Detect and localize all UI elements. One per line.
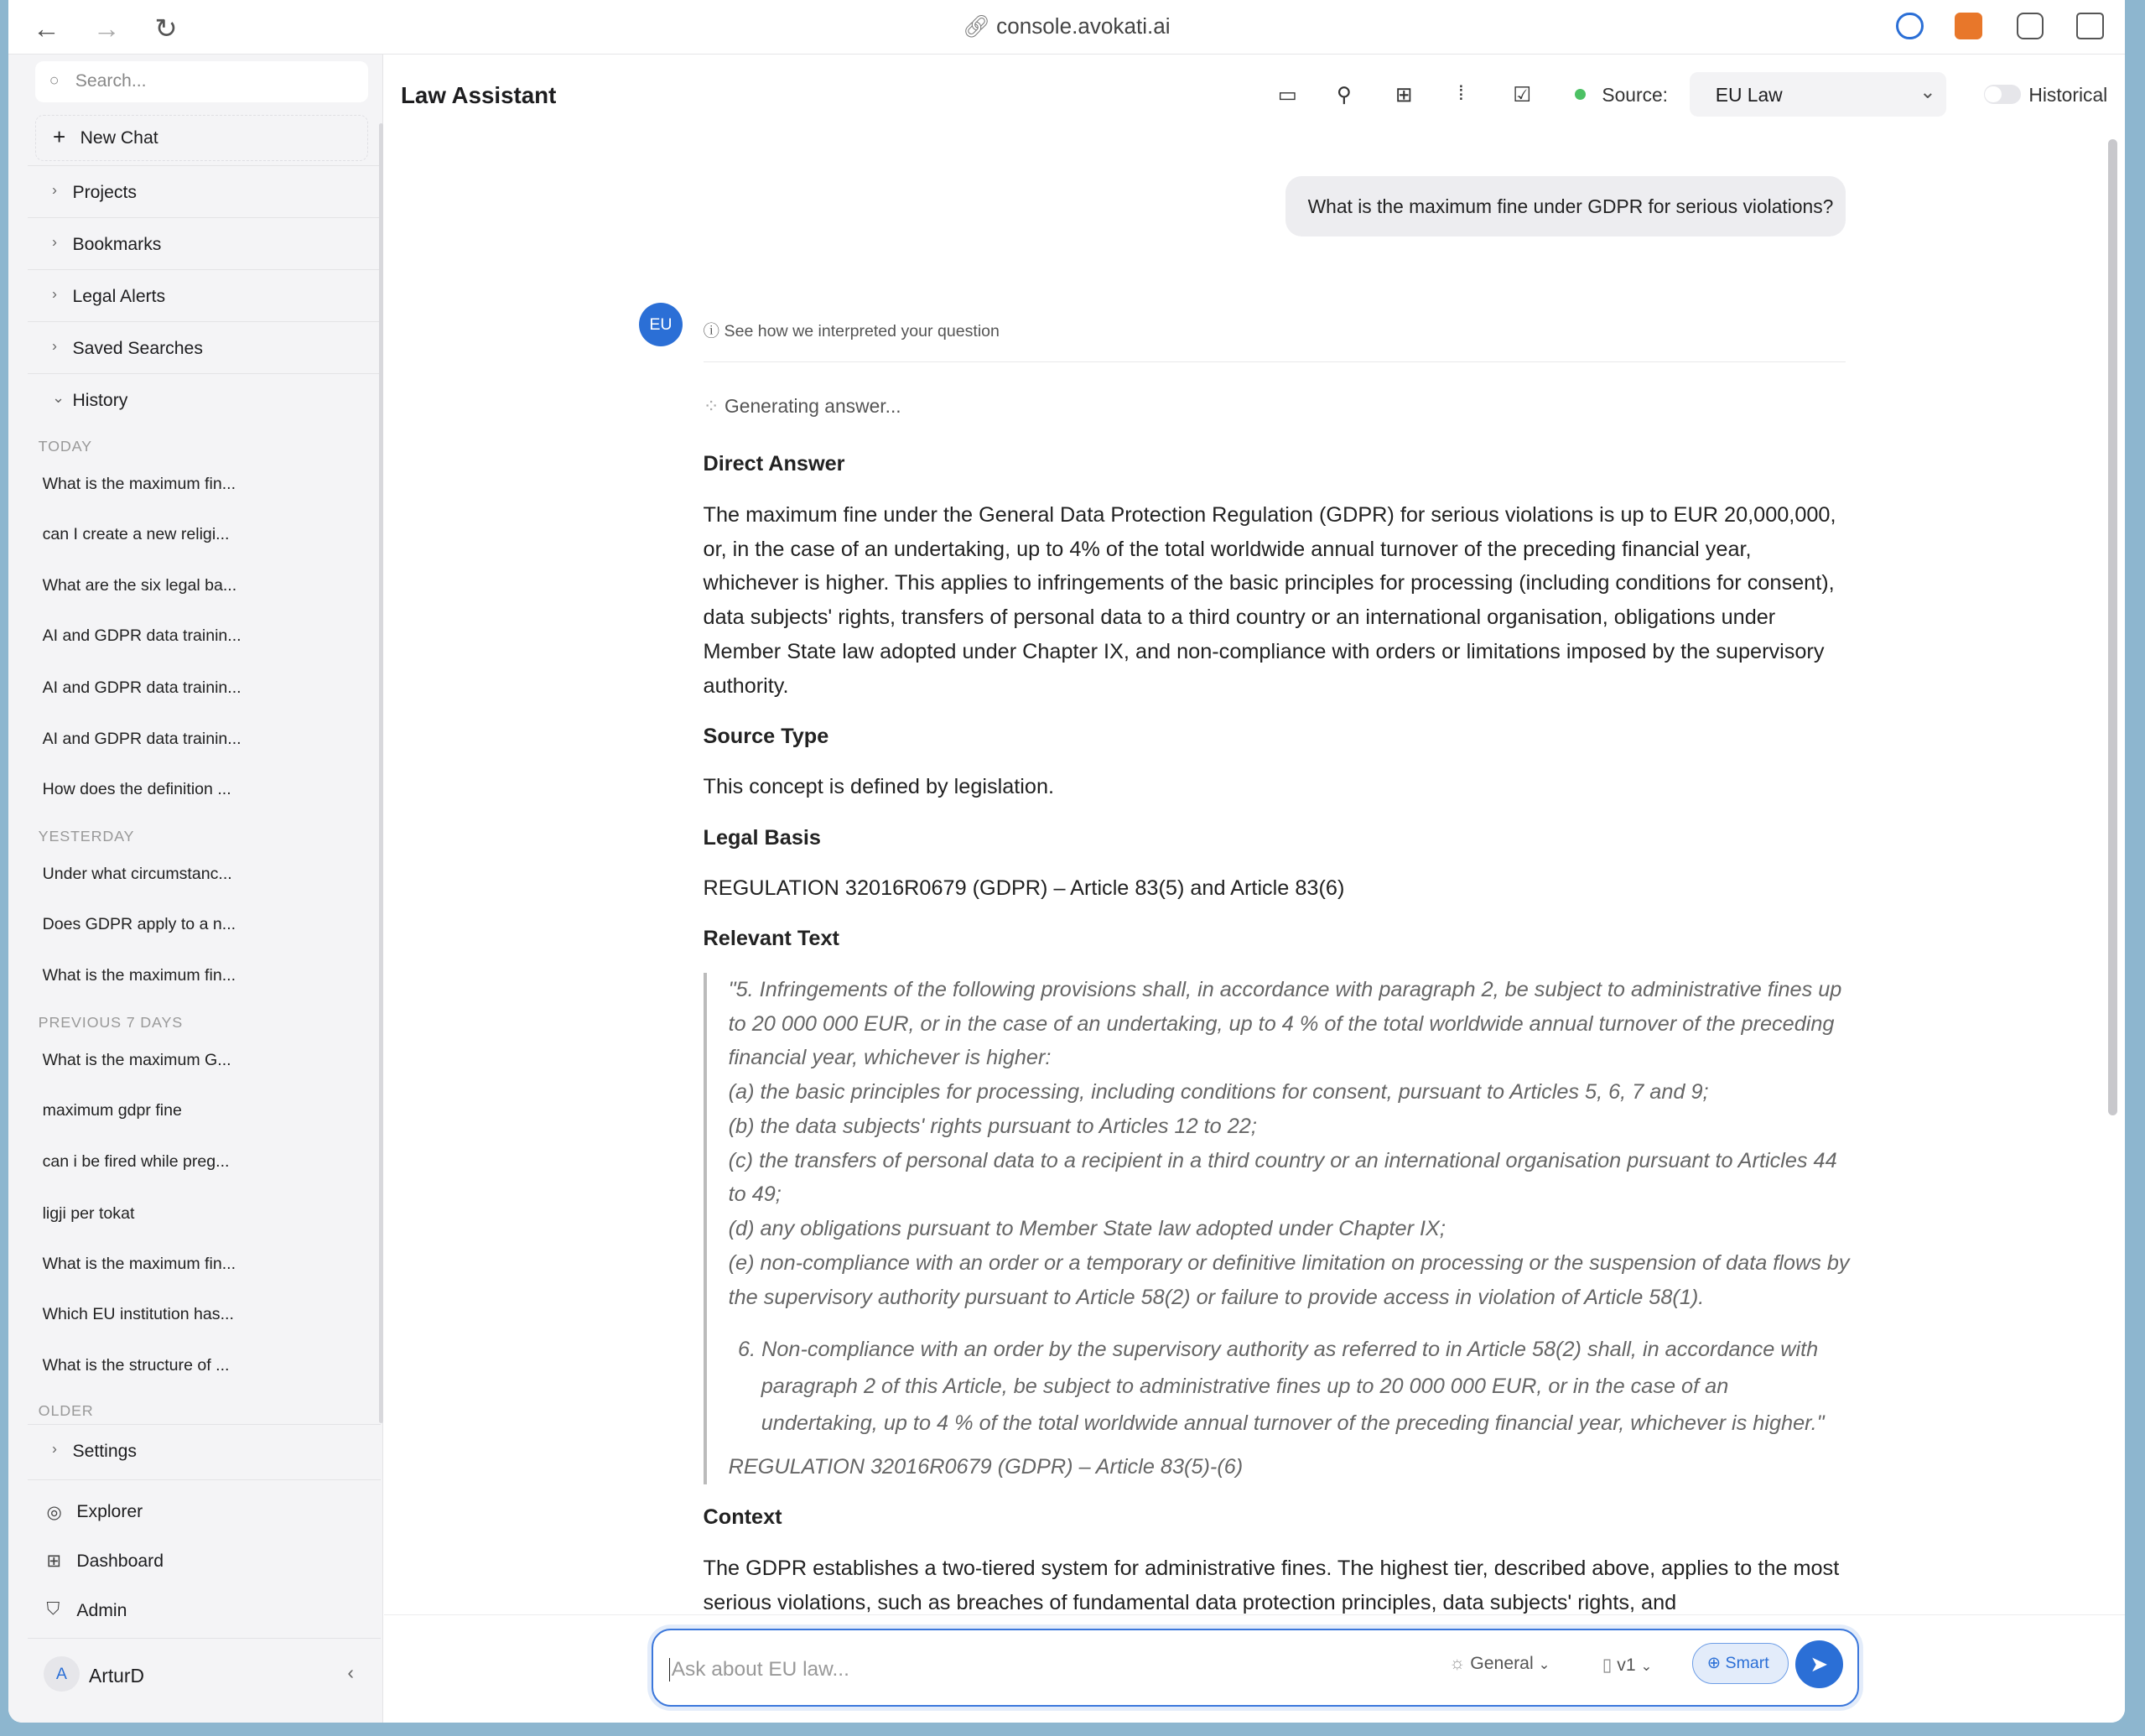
group-previous-7-days: PREVIOUS 7 DAYS [38,1013,184,1031]
generating-status [704,395,901,418]
status-text: Generating answer... [725,395,901,418]
chevron-right-icon: › [51,233,57,251]
relevant-text-quote [704,973,1852,1484]
user-profile[interactable] [28,1638,381,1723]
browser-window [8,0,2125,1723]
quote-line: undertaking, up to 4 % of the total worldwide annual turnover of the preceding financial year, whichever is higher." [761,1411,1825,1436]
history-item[interactable]: Does GDPR apply to a n... [42,915,236,934]
nav-dashboard[interactable] [46,1551,164,1572]
history-item[interactable]: What is the maximum fin... [42,475,236,494]
sidebar-item-bookmarks[interactable] [28,217,381,269]
quote-line: (e) non-compliance with an order or a temporary or definitive limitation on processing or the suspension of data flows by the supervisory authority pursuant to Article 58(2) or failure to provide access in violation of Article 58(1). [728,1251,1850,1309]
sidebar-item-settings[interactable] [28,1424,381,1476]
input-placeholder: Ask about EU law... [669,1658,849,1681]
divider [28,1479,381,1481]
assistant-answer [704,447,1852,1635]
direct-answer-text: The maximum fine under the General Data Protection Regulation (GDPR) for serious violations is up to EUR 20,000,000, or, in the case of an undertaking, up to 4% of the total worldwide annual turnover of the preceding financial year, whichever is higher. This applies to infringements of the basic principles for processing (including conditions for consent), data subjects' rights, transfers of personal data to a third country or an international organisation, obligations under Member State law adopted under Chapter IX, and non-compliance with orders or limitations imposed by the supervisory authority. [703,502,1836,698]
label: Legal Alerts [72,286,166,306]
history-item[interactable]: Which EU institution has... [42,1305,234,1324]
sidebar-item-legal-alerts[interactable] [28,269,381,321]
source-type-text: This concept is defined by legislation. [703,775,1055,799]
quote-line: paragraph 2 of this Article, be subject to administrative fines up to 20 000 000 EUR, or in the case of an [761,1375,1729,1399]
address-bar[interactable] [8,13,2125,39]
quote-line: (d) any obligations pursuant to Member State law adopted under Chapter IX; [728,1217,1446,1241]
assistant-avatar: EU [639,303,683,346]
history-item[interactable]: AI and GDPR data trainin... [42,729,242,748]
user-name: ArturD [89,1664,144,1687]
chevron-down-icon: ⌄ [1919,81,1936,103]
reload-icon[interactable]: ↻ [154,12,178,44]
quote-line: (b) the data subjects' rights pursuant to Articles 12 to 22; [728,1114,1257,1138]
source-label: Source: [1602,83,1669,106]
sidebar-item-saved-searches[interactable] [28,321,381,373]
search-icon: ⊕ [1706,1654,1726,1673]
password-manager-icon[interactable] [1896,13,1924,40]
nav-admin[interactable] [46,1601,127,1621]
sidebar-scrollbar[interactable] [379,123,383,1423]
heading-legal-basis: Legal Basis [703,825,821,850]
input-bar [384,1614,2124,1723]
history-item[interactable]: What is the maximum fin... [42,1254,236,1273]
plus-icon: + [52,123,66,149]
info-icon: ⓘ [703,322,725,341]
sidebar-item-history[interactable] [28,373,381,425]
search-placeholder: Search... [75,70,147,91]
history-item[interactable]: Under what circumstanc... [42,865,232,884]
extensions-icon[interactable] [2017,13,2044,40]
label: Settings [72,1441,137,1461]
quote-paragraph-6 [729,1331,1852,1442]
fox-extension-icon[interactable] [1955,13,1982,40]
group-yesterday: YESTERDAY [38,827,135,845]
group-older: OLDER [38,1402,94,1420]
chevron-down-icon: ⌄ [51,389,65,407]
legal-basis-text: REGULATION 32016R0679 (GDPR) – Article 83(5) and Article 83(6) [703,876,1345,901]
mode-select[interactable] [1449,1654,1550,1674]
history-item[interactable]: What is the maximum G... [42,1050,231,1069]
spinner-icon: ⁘ [703,395,725,418]
historical-label: Historical [2028,83,2108,106]
context-text: The GDPR establishes a two-tiered system for administrative fines. The highest tier, described above, applies to the most serious violations, such as breaches of fundamental data protection principles, data subjects' rights, and [703,1556,1840,1614]
interpretation-text: See how we interpreted your question [724,322,1000,341]
source-select[interactable] [1690,72,1947,116]
history-item[interactable]: can i be fired while preg... [42,1151,230,1171]
divider [704,361,1846,363]
main-panel [384,55,2124,1723]
link-icon: 🔗︎ [962,13,997,39]
search-icon: ○ [49,70,60,90]
send-button[interactable] [1795,1640,1843,1688]
history-item[interactable]: maximum gdpr fine [42,1101,182,1120]
quote-line: 6. Non-compliance with an order by the supervisory authority as referred to in Article 58(2) shall, in accordance with [738,1338,1819,1362]
chevron-right-icon: › [51,1440,57,1458]
document-icon: ▯ [1602,1655,1618,1676]
label: Projects [72,182,137,202]
quote-citation: REGULATION 32016R0679 (GDPR) – Article 83(5)-(6) [728,1455,1244,1479]
browser-toolbar [8,0,2125,55]
history-item[interactable]: What are the six legal ba... [42,575,237,595]
history-item[interactable]: can I create a new religi... [42,525,230,544]
historical-toggle[interactable] [1984,85,2021,104]
main-scrollbar[interactable] [2108,139,2117,1115]
chat-input[interactable] [652,1629,1860,1707]
history-item[interactable]: AI and GDPR data trainin... [42,678,242,698]
status-dot [1575,89,1586,100]
grid-icon[interactable]: ⊞ [1395,83,1413,107]
new-chat-button[interactable] [35,115,367,161]
label: History [72,390,128,410]
back-icon[interactable]: ← [33,12,60,44]
quote-line: (c) the transfers of personal data to a recipient in a third country or an international organisation pursuant to Articles 44 to 49; [728,1148,1837,1207]
label: Saved Searches [72,338,203,358]
history-item[interactable]: What is the maximum fin... [42,965,236,985]
smart-label: Smart [1725,1654,1769,1673]
label: Admin [76,1600,127,1620]
heading-source-type: Source Type [703,725,829,749]
label: Dashboard [76,1551,164,1571]
search-icon[interactable]: ⚲ [1336,83,1352,107]
new-chat-label: New Chat [80,127,158,148]
heading-direct-answer: Direct Answer [703,452,845,476]
label: Bookmarks [72,234,162,254]
shield-icon: ⛉ [46,1599,60,1619]
smart-search-button[interactable] [1692,1643,1788,1684]
timeline-icon[interactable]: ⁞ [1458,81,1464,105]
sidebar-item-projects[interactable] [28,165,381,217]
heading-relevant-text: Relevant Text [703,927,839,951]
group-today: TODAY [38,438,92,455]
chevron-right-icon: › [51,181,57,199]
url-text: console.avokati.ai [996,13,1171,39]
version-select[interactable] [1602,1654,1652,1676]
collapse-sidebar-icon[interactable]: ‹ [347,1661,354,1684]
checkbox-icon[interactable]: ☑ [1513,83,1532,107]
user-message: What is the maximum fine under GDPR for serious violations? [1285,176,1845,236]
forward-icon[interactable]: → [92,12,121,44]
quote-line: "5. Infringements of the following provisions shall, in accordance with paragraph 2, be subject to administrative fines up to 20 000 000 EUR, or in the case of an undertaking, up to 4 % of the total worldwide annual turnover of the preceding financial year, whichever is higher: [728,977,1842,1070]
chevron-right-icon: › [51,337,57,355]
sidebar-toggle-icon[interactable] [2076,13,2104,40]
history-item[interactable]: What is the structure of ... [42,1355,230,1375]
label: Explorer [76,1502,143,1522]
nav-explorer[interactable] [46,1502,143,1522]
history-item[interactable]: ligji per tokat [42,1203,135,1223]
page-title: Law Assistant [400,81,557,108]
sidebar [8,55,383,1723]
chevron-down-icon: ⌄ [1538,1657,1550,1673]
source-value: EU Law [1715,83,1783,106]
compass-icon: ◎ [46,1502,62,1522]
grid-icon: ⊞ [46,1551,62,1572]
sparkle-icon: ☼ [1448,1654,1471,1674]
version-value: v1 [1617,1655,1636,1676]
avatar: A [44,1656,79,1692]
search-input[interactable] [35,61,367,102]
quote-line: (a) the basic principles for processing, including conditions for consent, pursuant to Articles 5, 6, 7 and 9; [728,1080,1709,1104]
heading-context: Context [703,1505,782,1530]
history-item[interactable]: AI and GDPR data trainin... [42,626,242,646]
mode-value: General [1470,1654,1534,1674]
send-icon: ➤ [1810,1650,1829,1676]
chevron-right-icon: › [51,285,57,303]
chevron-down-icon: ⌄ [1640,1659,1653,1675]
history-item[interactable]: How does the definition ... [42,779,231,798]
interpretation-link[interactable] [704,317,1000,341]
chat-icon[interactable]: ▭ [1277,83,1297,107]
